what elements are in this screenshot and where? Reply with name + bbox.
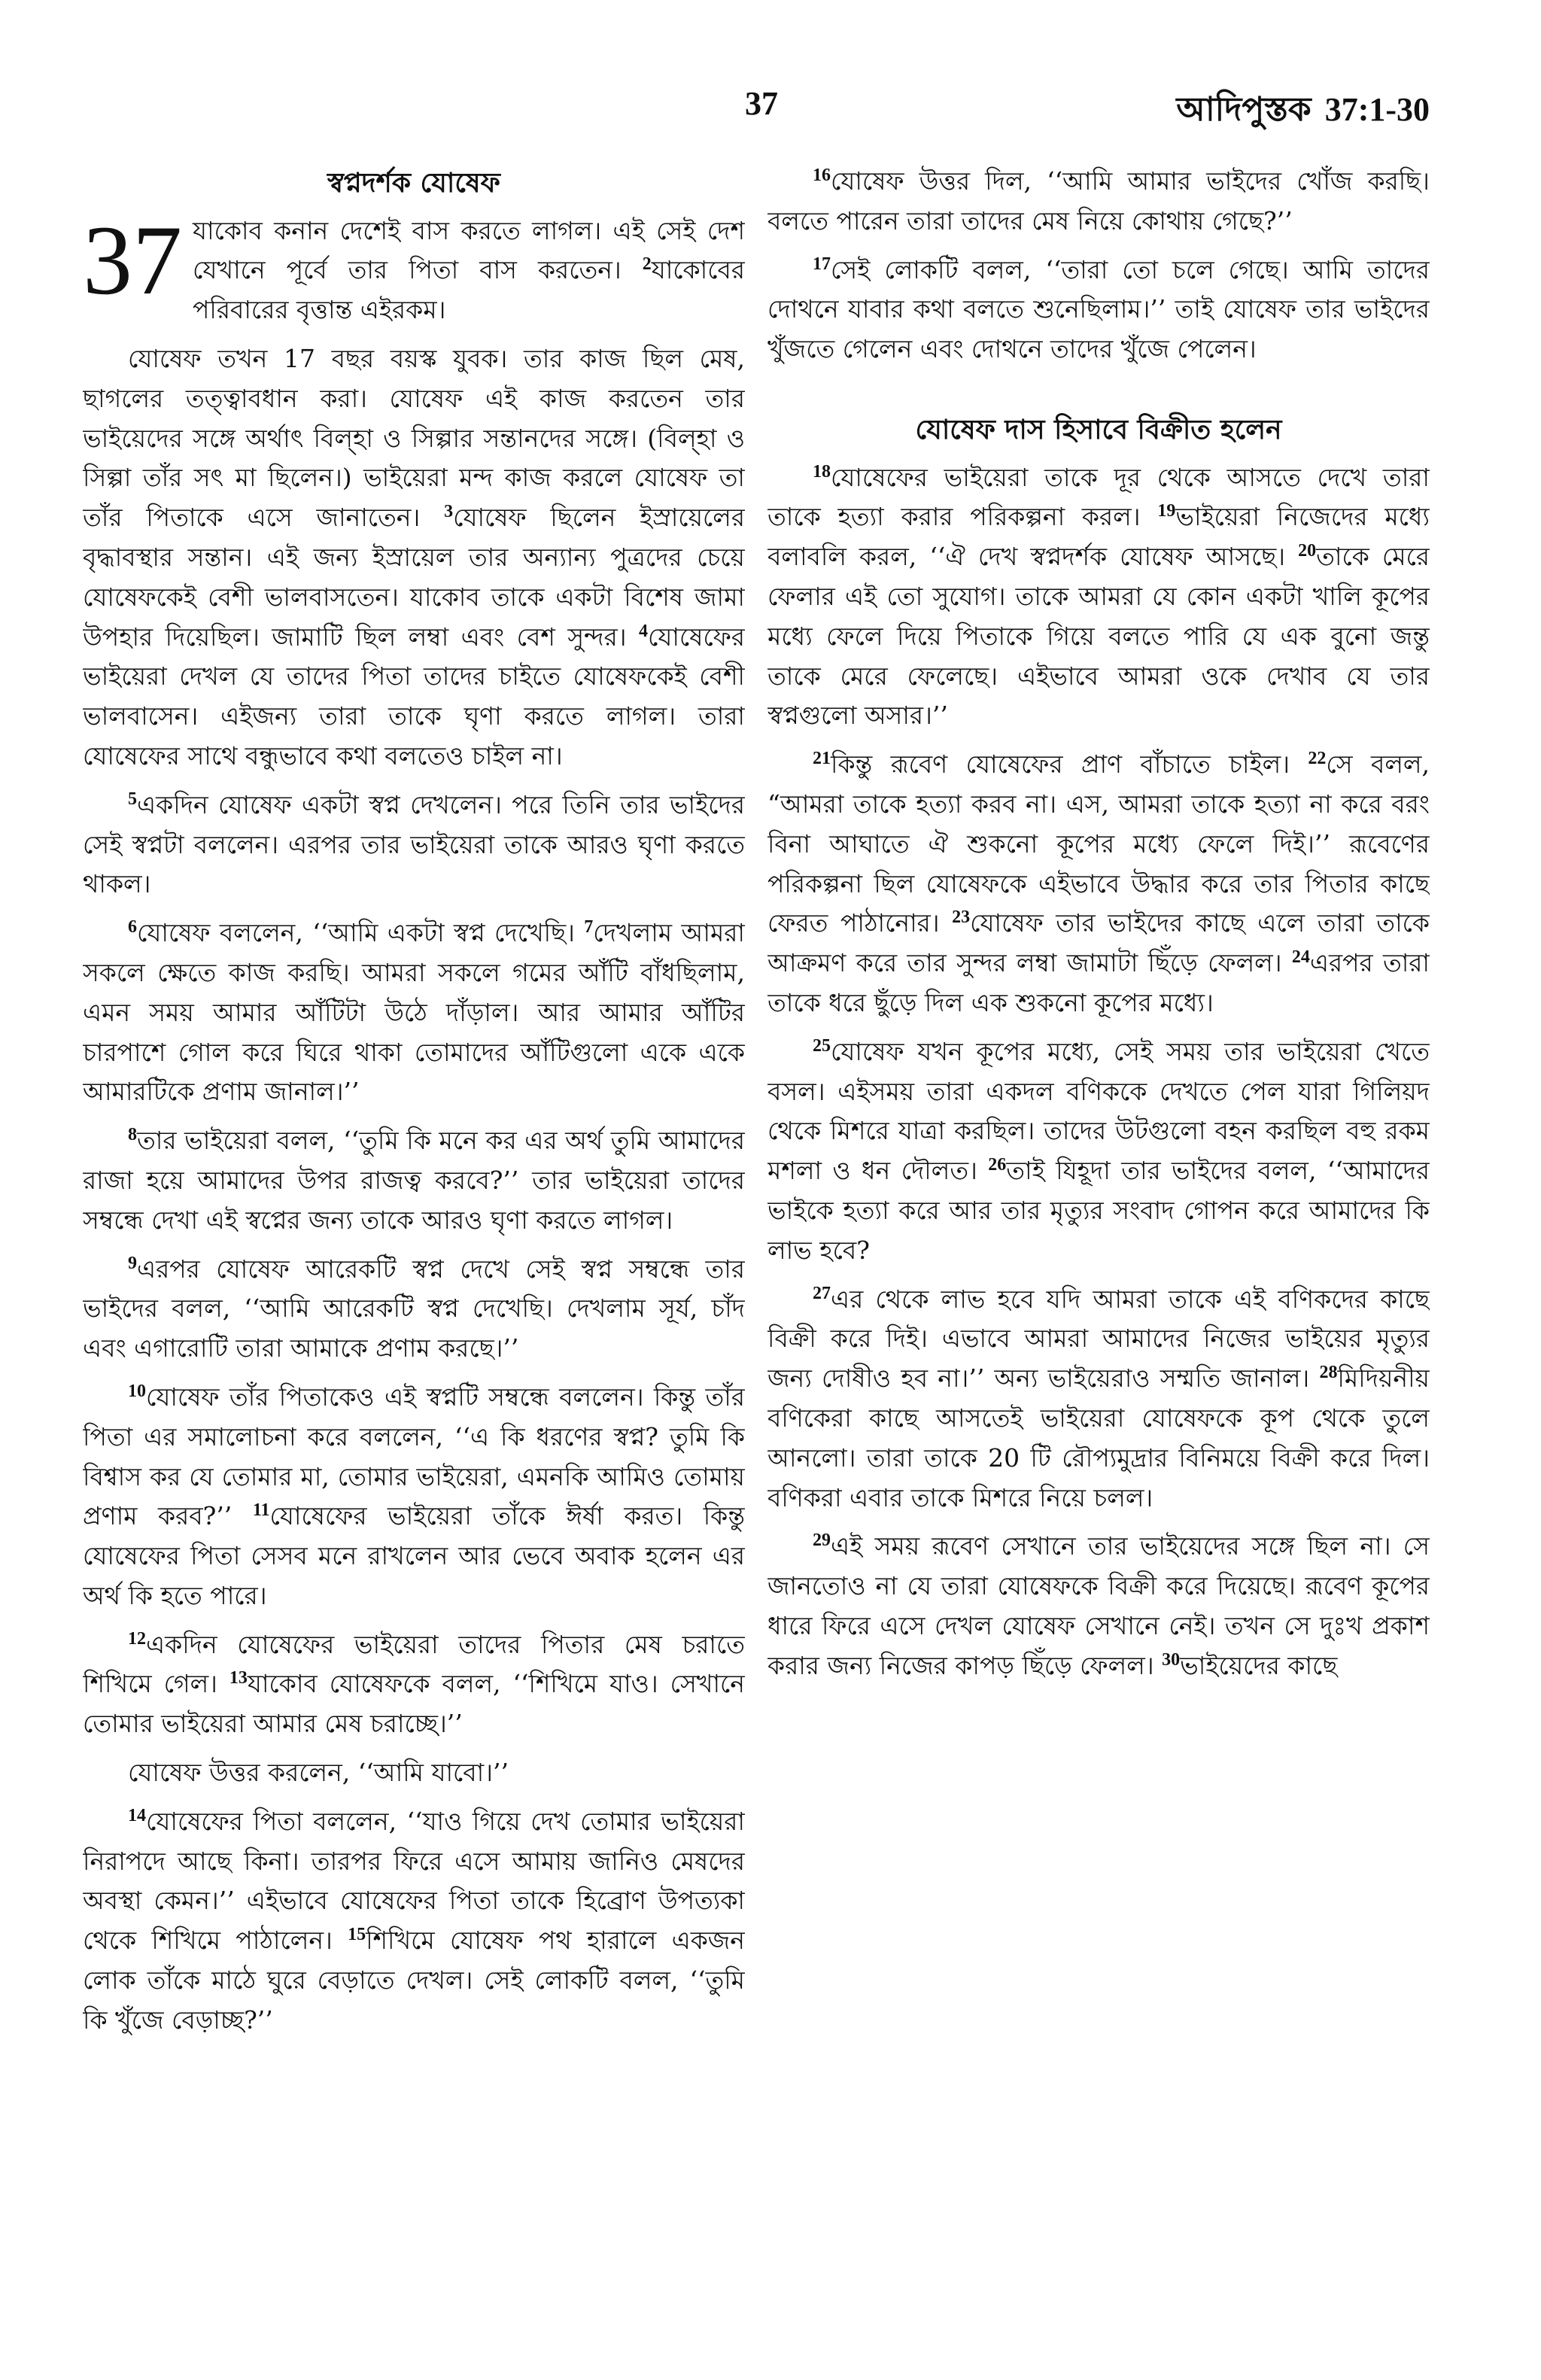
paragraph-verse-14	[83, 1802, 745, 2041]
verse-number: 18	[813, 461, 831, 482]
verse-11-text: যোষেফের ভাইয়েরা তাঁকে ঈর্ষা করত। কিন্তু যোষেফের পিতা সেসব মনে রাখলেন আর ভেবে অবাক হলেন এর অর্থ কি হতে পারে।	[83, 1501, 745, 1610]
verse-number: 4	[639, 621, 649, 641]
verse-number: 10	[128, 1381, 146, 1401]
chapter-range: 37:1-30	[1324, 91, 1430, 128]
verse-number: 16	[813, 166, 831, 185]
verse-9-text: এরপর যোষেফ আরেকটি স্বপ্ন দেখে সেই স্বপ্ন সম্বন্ধে তার ভাইদের বলল, ‘‘আমি আরেকটি স্বপ্ন দেখেছি। দেখলাম সূর্য, চাঁদ এবং এগারোটি তারা আমাকে প্রণাম করছে।’’	[83, 1254, 745, 1363]
verse-19-text: ভাইয়েরা নিজেদের মধ্যে বলাবলি করল, ‘‘ঐ দেখ স্বপ্নদর্শক যোষেফ আসছে।	[767, 502, 1430, 572]
verse-30-text: ভাইয়েদের কাছে	[1180, 1650, 1338, 1680]
verse-number: 2	[642, 254, 652, 275]
verse-number: 12	[128, 1628, 146, 1649]
page-number: 37	[745, 85, 778, 122]
paragraph-verse-25	[767, 1032, 1430, 1271]
paragraph-verse-8	[83, 1121, 745, 1240]
verse-number: 27	[813, 1283, 831, 1303]
verse-17-text: সেই লোকটি বলল, ‘‘তারা তো চলে গেছে। আমি তাদের দোথনে যাবার কথা বলতে শুনেছিলাম।’’ তাই যোষেফ তার ভাইদের খুঁজতে গেলেন এবং দোথনে তাদের খুঁজে পেলেন।	[767, 254, 1430, 364]
verse-number: 28	[1319, 1363, 1338, 1383]
paragraph-verse-2	[83, 339, 745, 777]
verse-3-text: যোষেফ ছিলেন ইস্রায়েলের বৃদ্ধাবস্থার সন্তান। এই জন্য ইস্রায়েল তার অন্যান্য পুত্রদের চেয়ে যোষেফকেই বেশী ভালবাসতেন। যাকোব তাকে একটা বিশেষ জামা উপহার দিয়েছিল। জামাটি ছিল লম্বা এবং বেশ সুন্দর।	[83, 503, 745, 652]
verse-21-text: কিন্তু রূবেণ যোষেফের প্রাণ বাঁচাতে চাইল।	[831, 749, 1290, 780]
section-heading-sold: যোষেফ দাস হিসাবে বিক্রীত হলেন	[915, 413, 1282, 445]
verse-2-text-b: যোষেফ তখন 17 বছর বয়স্ক যুবক। তার কাজ ছিল মেষ, ছাগলের তত্ত্বাবধান করা। যোষেফ এই কাজ করতেন তার ভাইয়েদের সঙ্গে অর্থাৎ বিল্‌হা ও সিল্পার সন্তানদের সঙ্গে। (বিল্‌হা ও সিল্পা তাঁর সৎ মা ছিলেন।) ভাইয়েরা মন্দ কাজ করলে যোষেফ তা তাঁর পিতাকে এসে জানাতেন।	[83, 343, 745, 533]
verse-27-text: এর থেকে লাভ হবে যদি আমরা তাকে এই বণিকদের কাছে বিক্রী করে দিই। এভাবে আমরা আমাদের নিজের ভাইয়ের মৃত্যুর জন্য দোষীও হব না।’’ অন্য ভাইয়েরাও সম্মতি জানাল।	[767, 1284, 1430, 1394]
verse-number: 19	[1157, 501, 1176, 521]
right-column	[767, 162, 1430, 2366]
verse-25-text: যোষেফ যখন কূপের মধ্যে, সেই সময় তার ভাইয়েরা খেতে বসল। এইসময় তারা একদল বণিককে দেখতে পেল যারা গিলিয়দ থেকে মিশরে যাত্রা করছিল। তাদের উটগুলো বহন করছিল বহু রকম মশলা ও ধন দৌলত।	[767, 1036, 1430, 1186]
verse-22-text: সে বলল, “আমরা তাকে হত্যা করব না। এস, আমরা তাকে হত্যা না করে বরং বিনা আঘাতে ঐ শুকনো কূপের মধ্যে ফেলে দিই।’’ রূবেণের পরিকল্পনা ছিল যোষেফকে এইভাবে উদ্ধার করে তার পিতার কাছে ফেরত পাঠানোর।	[767, 749, 1430, 938]
paragraph-verse-21	[767, 745, 1430, 1023]
verse-number: 15	[348, 1925, 366, 1945]
paragraph-verse-12	[83, 1625, 745, 1744]
verse-29-text: এই সময় রূবেণ সেখানে তার ভাইয়েদের সঙ্গে ছিল না। সে জানতোও না যে তারা যোষেফকে বিক্রী করে দিয়েছে। রূবেণ কূপের ধারে ফিরে এসে দেখল যোষেফ সেখানে নেই। তখন সে দুঃখ প্রকাশ করার জন্য নিজের কাপড় ছিঁড়ে ফেলল।	[767, 1531, 1430, 1680]
verse-number: 26	[988, 1155, 1007, 1175]
verse-number: 17	[813, 254, 831, 274]
verse-2-text-a: যাকোবের পরিবারের বৃত্তান্ত এইরকম।	[193, 255, 745, 325]
verse-24-text: এরপর তারা তাকে ধরে ছুঁড়ে দিল এক শুকনো কূপের মধ্যে।	[767, 948, 1430, 1017]
verse-26-text: তাই যিহূদা তার ভাইদের বলল, ‘‘আমাদের ভাইকে হত্যা করে আর তার মৃত্যুর সংবাদ গোপন করে আমাদের কি লাভ হবে?	[767, 1156, 1430, 1265]
book-chapter-reference	[1176, 84, 1430, 139]
section-heading-dreamer: স্বপ্নদর্শক যোষেফ	[327, 167, 500, 199]
paragraph-verse-18	[767, 458, 1430, 737]
verse-number: 21	[813, 749, 831, 769]
paragraph-verse-6	[83, 913, 745, 1112]
verse-number: 13	[229, 1668, 248, 1688]
verse-number: 11	[252, 1500, 270, 1521]
verse-number: 29	[813, 1530, 831, 1551]
paragraph-verse-16	[767, 162, 1430, 242]
verse-number: 24	[1291, 947, 1310, 968]
paragraph-verse-29	[767, 1527, 1430, 1685]
verse-number: 20	[1298, 541, 1317, 561]
paragraph-verse-9	[83, 1250, 745, 1369]
verse-28-text: মিদিয়নীয় বণিকেরা কাছে আসতেই ভাইয়েরা যোষেফকে কূপ থেকে তুলে আনলো। তারা তাকে 20 টি রৌপ্যমুদ্রার বিনিময়ে বিক্রী করে দিল। বণিকরা এবার তাকে মিশরে নিয়ে চলল।	[767, 1363, 1430, 1512]
verse-number: 3	[444, 502, 454, 522]
verse-12-text: একদিন যোষেফের ভাইয়েরা তাদের পিতার মেষ চরাতে শিখিমে গেল।	[83, 1629, 745, 1699]
verse-number: 25	[813, 1035, 831, 1056]
verse-5-text: একদিন যোষেফ একটা স্বপ্ন দেখলেন। পরে তিনি তার ভাইদের সেই স্বপ্নটা বললেন। এরপর তার ভাইয়েরা তাকে আরও ঘৃণা করতে থাকল।	[83, 789, 745, 899]
verse-20-text: তাকে মেরে ফেলার এই তো সুযোগ। তাকে আমরা যে কোন একটা খালি কূপের মধ্যে ফেলে দিয়ে পিতাকে গিয়ে বলতে পারি যে এক বুনো জন্তু তাকে মেরে ফেলেছে। এইভাবে আমরা ওকে দেখাব যে তার স্বপ্নগুলো অসার।’’	[767, 542, 1430, 731]
paragraph-verse-1	[83, 204, 745, 330]
verse-15-text: শিখিমে যোষেফ পথ হারালে একজন লোক তাঁকে মাঠে ঘুরে বেড়াতে দেখল। সেই লোকটি বলল, ‘‘তুমি কি খুঁজে বেড়াচ্ছ?’’	[83, 1926, 745, 2035]
verse-number: 9	[128, 1253, 137, 1273]
verse-14-text: যোষেফের পিতা বললেন, ‘‘যাও গিয়ে দেখ তোমার ভাইয়েরা নিরাপদে আছে কিনা। তারপর ফিরে এসে আমায় জানিও মেষদের অবস্থা কেমন।’’ এইভাবে যোষেফের পিতা তাকে হিব্রোণ উপত্যকা থেকে শিখিমে পাঠালেন।	[83, 1806, 745, 1956]
paragraph-verse-13b	[83, 1753, 745, 1793]
verse-number: 7	[584, 917, 594, 938]
verse-number: 8	[128, 1125, 137, 1145]
verse-6-text: যোষেফ বললেন, ‘‘আমি একটা স্বপ্ন দেখেছি।	[137, 918, 575, 948]
paragraph-verse-27	[767, 1280, 1430, 1518]
paragraph-verse-5	[83, 786, 745, 904]
chapter-number-dropcap: 37	[83, 204, 182, 315]
paragraph-verse-17	[767, 251, 1430, 369]
verse-number: 14	[128, 1805, 146, 1825]
verse-23-text: যোষেফ তার ভাইদের কাছে এলে তারা তাকে আক্রমণ করে তার সুন্দর লম্বা জামাটা ছিঁড়ে ফেলল।	[767, 908, 1430, 978]
book-title: আদিপুস্তক	[1176, 90, 1312, 129]
verse-18-text: যোষেফের ভাইয়েরা তাকে দূর থেকে আসতে দেখে তারা তাকে হত্যা করার পরিকল্পনা করল।	[767, 462, 1430, 532]
verse-8-text: তার ভাইয়েরা বলল, ‘‘তুমি কি মনে কর এর অর্থ তুমি আমাদের রাজা হয়ে আমাদের উপর রাজত্ব করবে?’’ তার ভাইয়েরা তাদের সম্বন্ধে দেখা এই স্বপ্নের জন্য তাকে আরও ঘৃণা করতে লাগল।	[83, 1126, 745, 1235]
verse-4-text: যোষেফের ভাইয়েরা দেখল যে তাদের পিতা তাদের চাইতে যোষেফকেই বেশী ভালবাসেন। এইজন্য তারা তাকে ঘৃণা করতে লাগল। তারা যোষেফের সাথে বন্ধুভাবে কথা বলতেও চাইল না।	[83, 622, 745, 771]
verse-number: 30	[1162, 1649, 1181, 1670]
running-header	[83, 84, 1430, 137]
verse-number: 6	[128, 917, 137, 938]
verse-1-text: যাকোব কনান দেশেই বাস করতে লাগল। এই সেই দেশ যেখানে পূর্বে তার পিতা বাস করতেন।	[193, 215, 745, 285]
verse-13-text-a: যাকোব যোষেফকে বলল, ‘‘শিখিমে যাও। সেখানে তোমার ভাইয়েরা আমার মেষ চরাচ্ছে।’’	[83, 1669, 745, 1739]
verse-number: 22	[1308, 749, 1327, 769]
verse-16-text: যোষেফ উত্তর দিল, ‘‘আমি আমার ভাইদের খোঁজ করছি। বলতে পারেন তারা তাদের মেষ নিয়ে কোথায় গেছে?’’	[767, 166, 1430, 236]
verse-13-text-b: যোষেফ উত্তর করলেন, ‘‘আমি যাবো।’’	[128, 1758, 509, 1788]
verse-10-text: যোষেফ তাঁর পিতাকেও এই স্বপ্নটি সম্বন্ধে বললেন। কিন্তু তাঁর পিতা এর সমালোচনা করে বললেন, ‘‘এ কি ধরণের স্বপ্ন? তুমি কি বিশ্বাস কর যে তোমার মা, তোমার ভাইয়েরা, এমনকি আমিও তোমায় প্রণাম করব?’’	[83, 1381, 745, 1531]
verse-number: 5	[128, 789, 137, 809]
verse-7-text: দেখলাম আমরা সকলে ক্ষেতে কাজ করছি। আমরা সকলে গমের আঁটি বাঁধছিলাম, এমন সময় আমার আঁটিটা উঠে দাঁড়াল। আর আমার আঁটির চারপাশে গোল করে ঘিরে থাকা তোমাদের আঁটিগুলো একে একে আমারটিকে প্রণাম জানাল।’’	[83, 918, 745, 1107]
left-column	[83, 162, 745, 2366]
paragraph-verse-10	[83, 1378, 745, 1616]
verse-number: 23	[952, 907, 971, 928]
